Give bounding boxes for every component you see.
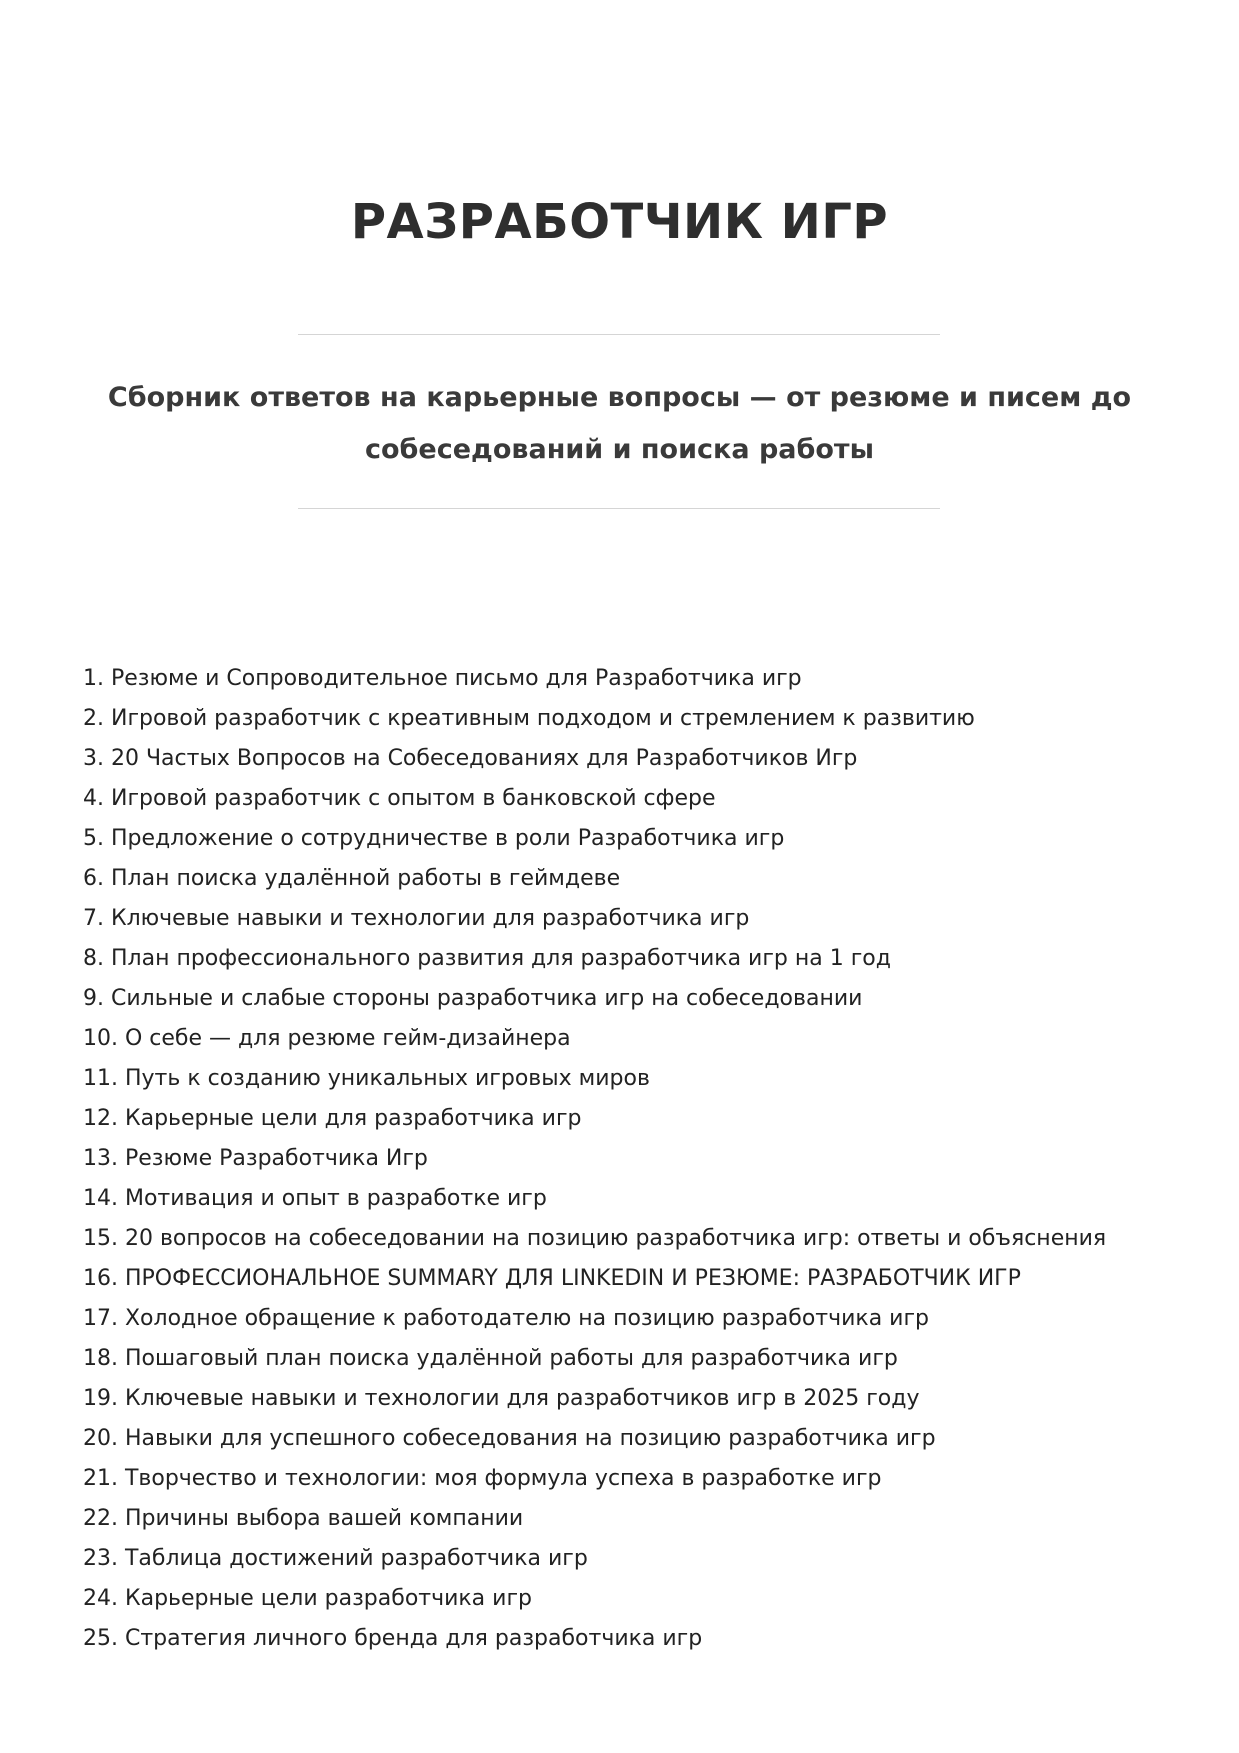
toc-item: 18. Пошаговый план поиска удалённой работы для разработчика игр (83, 1346, 898, 1371)
toc-item: 13. Резюме Разработчика Игр (83, 1146, 428, 1171)
document-title: РАЗРАБОТЧИК ИГР (350, 194, 889, 250)
table-of-contents (83, 659, 1163, 1659)
toc-item: 5. Предложение о сотрудничестве в роли Разработчика игр (83, 826, 785, 851)
toc-item: 12. Карьерные цели для разработчика игр (83, 1106, 582, 1131)
toc-item: 9. Сильные и слабые стороны разработчика игр на собеседовании (83, 986, 863, 1011)
toc-item: 16. ПРОФЕССИОНАЛЬНОЕ SUMMARY ДЛЯ LINKEDIN И РЕЗЮМЕ: РАЗРАБОТЧИК ИГР (83, 1266, 1021, 1291)
toc-item: 1. Резюме и Сопроводительное письмо для Разработчика игр (83, 666, 802, 691)
divider-bottom (298, 508, 940, 509)
toc-item: 20. Навыки для успешного собеседования на позицию разработчика игр (83, 1426, 936, 1451)
toc-item: 4. Игровой разработчик с опытом в банковской сфере (83, 786, 716, 811)
document-subtitle: Сборник ответов на карьерные вопросы — от резюме и писем до собеседований и поиска работы (107, 382, 1132, 465)
toc-item: 24. Карьерные цели разработчика игр (83, 1586, 532, 1611)
toc-item: 21. Творчество и технологии: моя формула успеха в разработке игр (83, 1466, 882, 1491)
toc-item: 6. План поиска удалённой работы в геймдеве (83, 866, 621, 891)
toc-item: 19. Ключевые навыки и технологии для разработчиков игр в 2025 году (83, 1386, 920, 1411)
toc-item: 10. О себе — для резюме гейм-дизайнера (83, 1026, 571, 1051)
toc-item: 3. 20 Частых Вопросов на Собеседованиях для Разработчиков Игр (83, 746, 858, 771)
toc-item: 14. Мотивация и опыт в разработке игр (83, 1186, 547, 1211)
divider-top (298, 334, 940, 335)
toc-item: 17. Холодное обращение к работодателю на позицию разработчика игр (83, 1306, 930, 1331)
toc-item: 7. Ключевые навыки и технологии для разработчика игр (83, 906, 750, 931)
toc-item: 15. 20 вопросов на собеседовании на позицию разработчика игр: ответы и объяснения (83, 1226, 1107, 1251)
toc-item: 11. Путь к созданию уникальных игровых миров (83, 1066, 650, 1091)
toc-item: 25. Стратегия личного бренда для разработчика игр (83, 1626, 703, 1651)
toc-item: 22. Причины выбора вашей компании (83, 1506, 524, 1531)
toc-item: 8. План профессионального развития для разработчика игр на 1 год (83, 946, 891, 971)
toc-item: 2. Игровой разработчик с креативным подходом и стремлением к развитию (83, 706, 975, 731)
toc-item: 23. Таблица достижений разработчика игр (83, 1546, 588, 1571)
